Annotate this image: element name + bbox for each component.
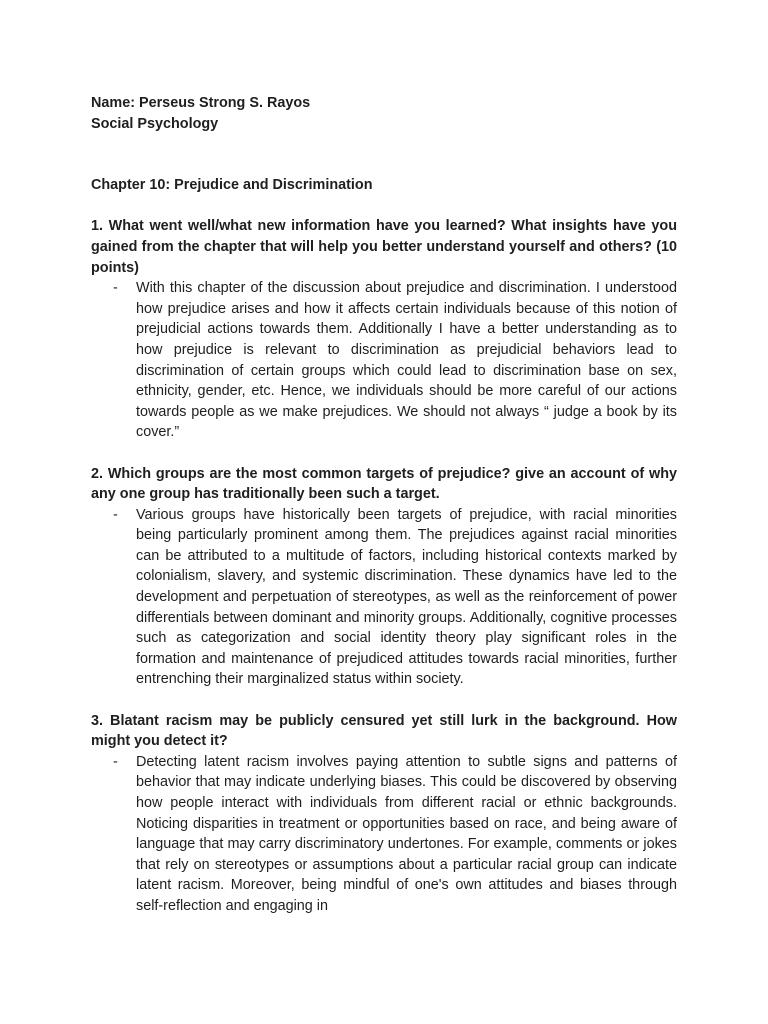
answer-item: [91, 505, 677, 690]
question-block-1: [91, 216, 677, 443]
student-name: Name: Perseus Strong S. Rayos: [91, 95, 311, 111]
answer-text: With this chapter of the discussion about prejudice and discrimination. I understood how prejudice arises and how it affects certain individuals because of this notion of prejudicial actions towards them. Additionally I have a better understanding as to how prejudice is relevant to discrimination as prejudicial behaviors lead to discrimination of certain groups which could lead to discrimination base on sex, ethnicity, gender, etc. Hence, we individuals should be more careful of our actions towards people as we make prejudices. We should not always “ judge a book by its cover.”: [136, 280, 677, 441]
answer-item: [91, 278, 677, 443]
list-bullet: -: [113, 753, 118, 770]
answer-text: Various groups have historically been targets of prejudice, with racial minorities being particularly prominent among them. The prejudices against racial minorities can be attributed to a multitude of factors, including historical contexts marked by colonialism, slavery, and systemic discrimination. These dynamics have led to the development and perpetuation of stereotypes, as well as the reinforcement of power differentials between dominant and minority groups. Additionally, cognitive processes such as categorization and social identity theory play significant roles in the formation and maintenance of prejudiced attitudes towards racial minorities, further entrenching their marginalized status within society.: [136, 506, 677, 688]
answer-text: Detecting latent racism involves paying attention to subtle signs and patterns of behavior that may indicate underlying biases. This could be discovered by observing how people interact with individuals from different racial or ethnic backgrounds. Noticing disparities in treatment or opportunities based on race, and being aware of language that may carry discriminatory undertones. For example, comments or jokes that rely on stereotypes or assumptions about a particular racial group can indicate latent racism. Moreover, being mindful of one's own attitudes and biases through self-reflection and engaging in: [136, 753, 677, 914]
question-block-2: [91, 464, 677, 691]
question-prompt: 1. What went well/what new information have you learned? What insights have you gained from the chapter that will help you better understand yourself and others? (10 points): [91, 218, 677, 276]
answer-item: [91, 752, 677, 917]
question-prompt: 2. Which groups are the most common targets of prejudice? give an account of why any one group has traditionally been such a target.: [91, 465, 677, 503]
question-block-3: [91, 711, 677, 917]
course-title: Social Psychology: [91, 115, 219, 132]
chapter-title: Chapter 10: Prejudice and Discrimination: [91, 177, 373, 194]
list-bullet: -: [113, 506, 118, 523]
list-bullet: -: [113, 280, 118, 297]
question-prompt: 3. Blatant racism may be publicly censured yet still lurk in the background. How might you detect it?: [91, 712, 677, 750]
